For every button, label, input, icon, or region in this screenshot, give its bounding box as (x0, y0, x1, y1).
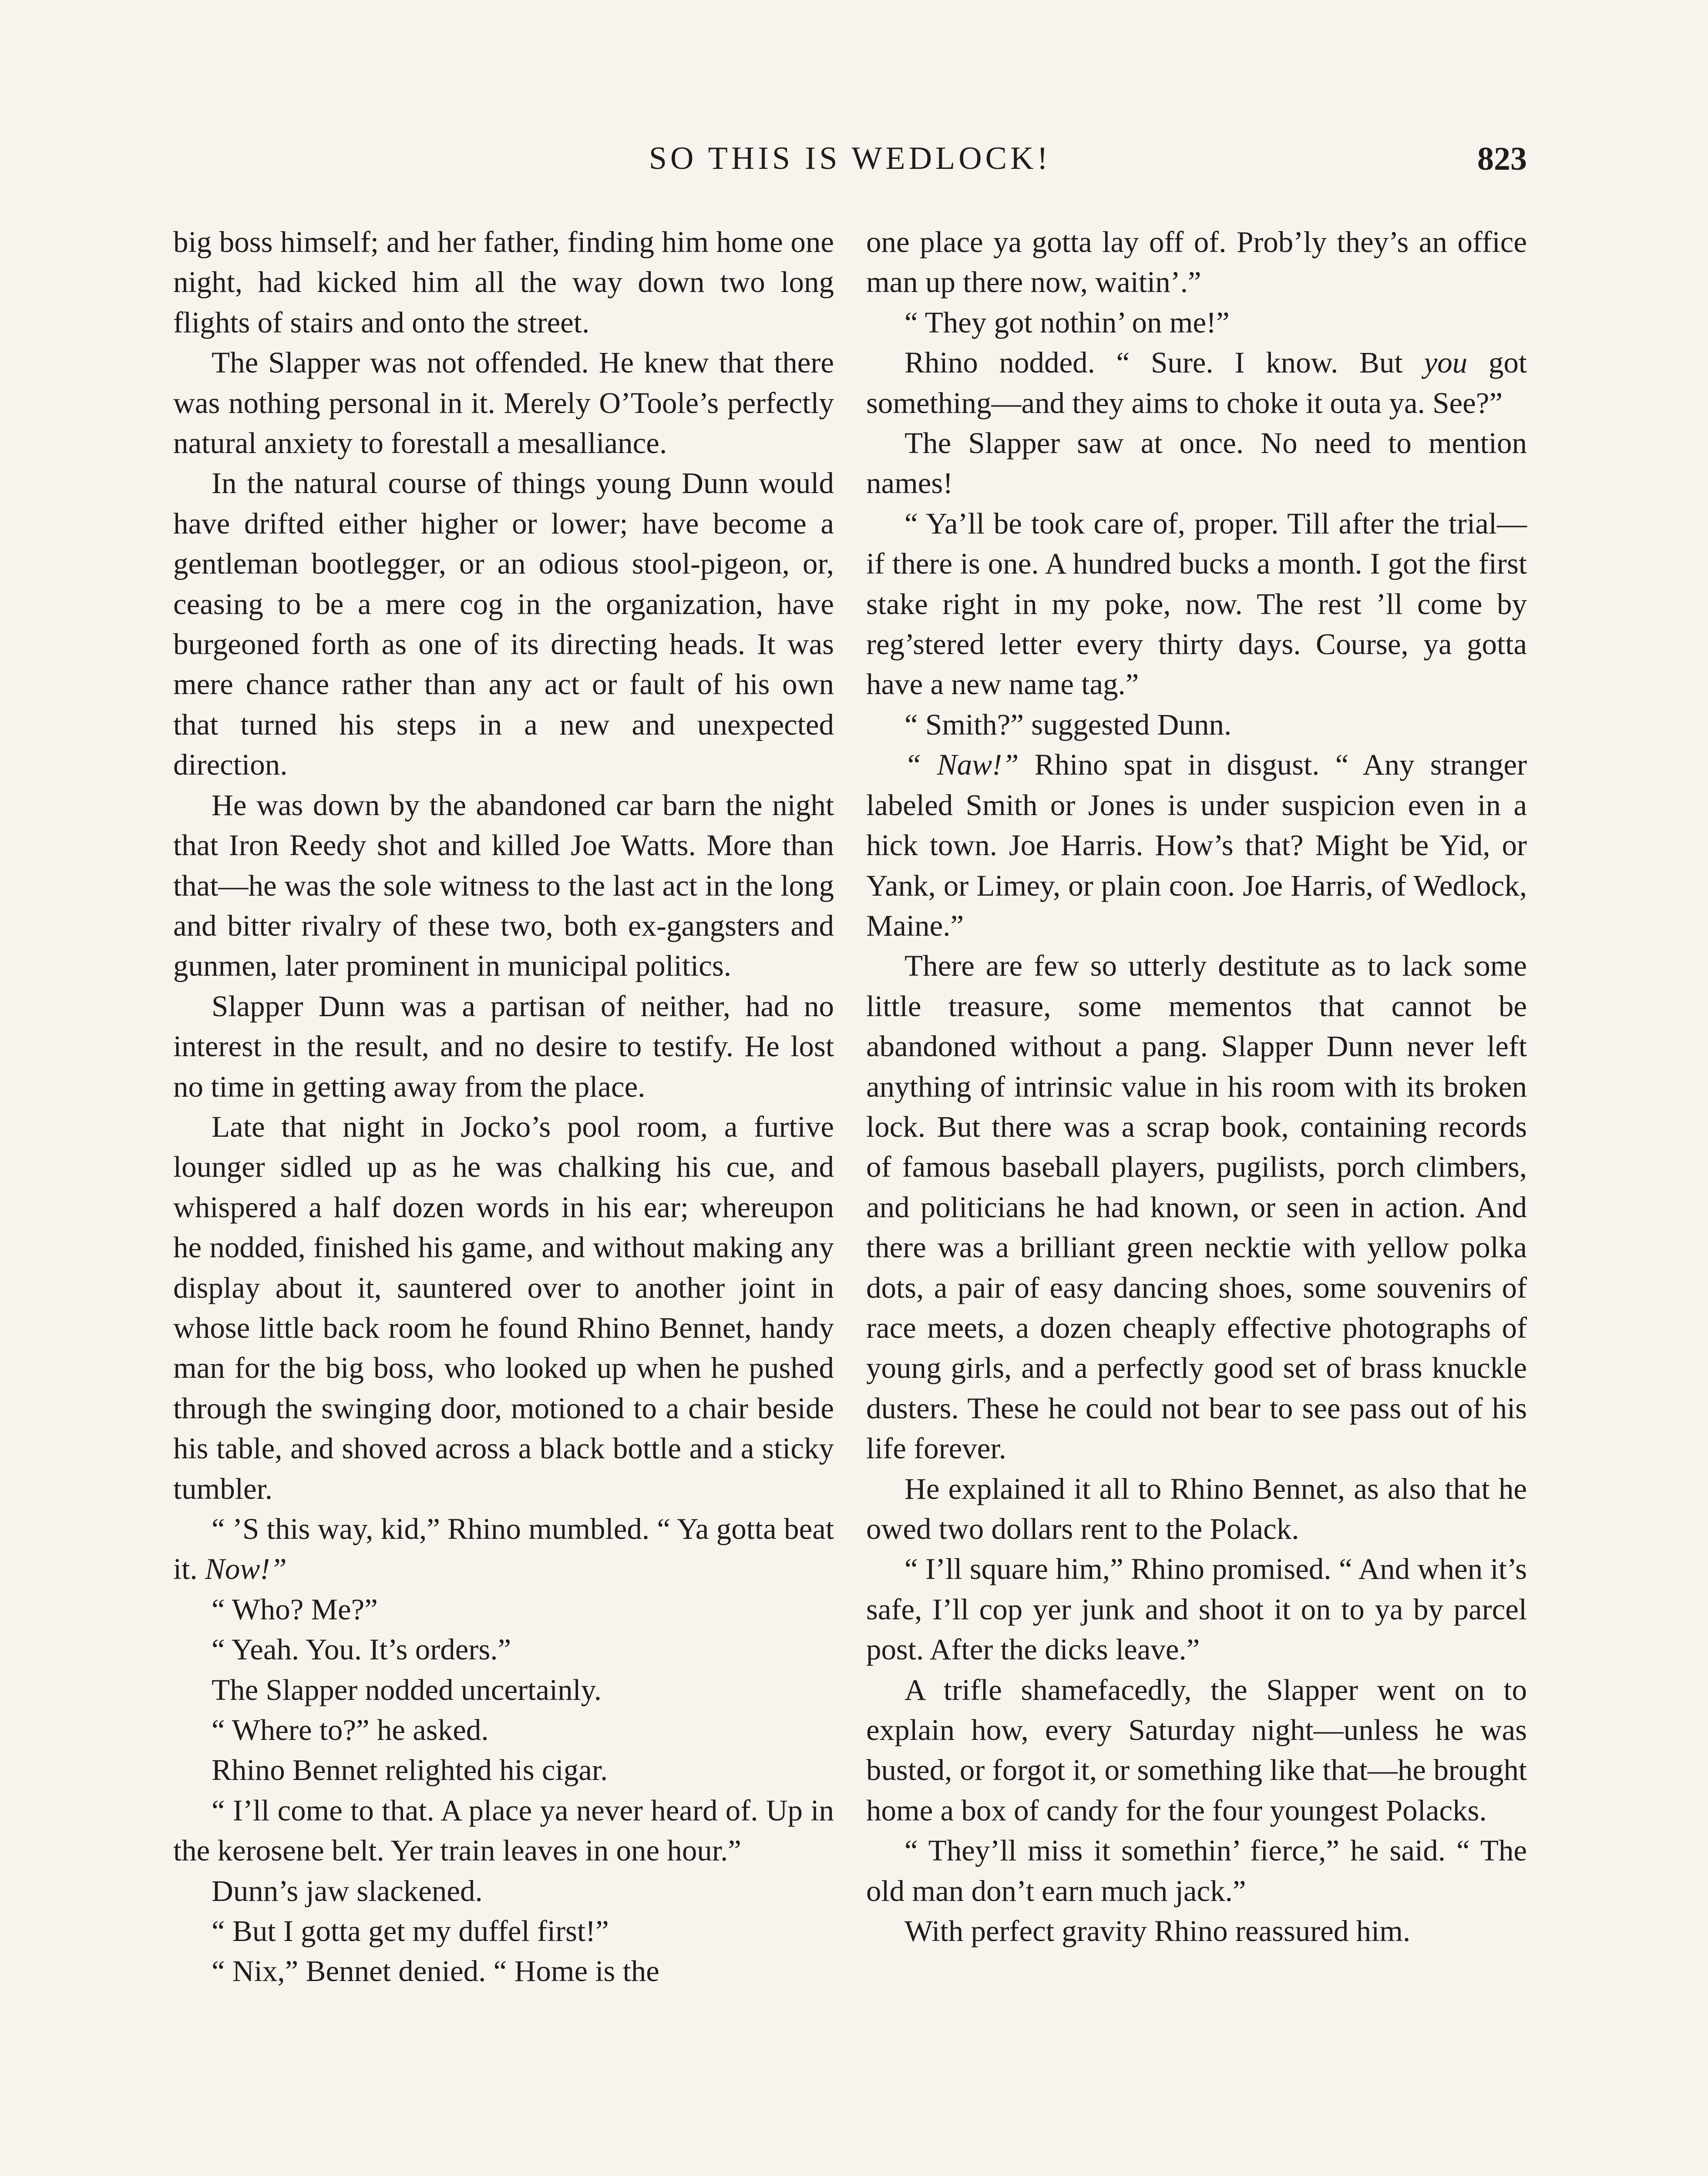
paragraph: The Slapper saw at once. No need to mention names! (866, 426, 1527, 500)
paragraph: “ They got nothin’ on me!” (904, 306, 1230, 339)
paragraph: “ Smith?” suggested Dunn. (904, 708, 1232, 741)
paragraph: The Slapper was not offended. He knew that there was nothing personal in it. Merely O’Toole’s perfectly natural anxiety to forestall a mesalliance. (173, 346, 834, 460)
emphasis-text: you (1424, 346, 1468, 379)
paragraph: The Slapper nodded uncertainly. (212, 1673, 602, 1706)
paragraph: “ But I gotta get my duffel first!” (212, 1914, 609, 1948)
dialogue-text: Rhino nodded. “ Sure. I know. But (904, 346, 1403, 379)
running-head (173, 140, 1527, 188)
paragraph (173, 1509, 834, 1589)
paragraph: “ They’ll miss it somethin’ fierce,” he said. “ The old man don’t earn much jack.” (866, 1834, 1527, 1907)
paragraph: “ Ya’ll be took care of, proper. Till after the trial—if there is one. A hundred bucks a month. I got the first stake right in my poke, now. The rest ’ll come by reg’stered letter every thirty days. Course, ya gotta have a new name tag.” (866, 507, 1527, 701)
paragraph: He explained it all to Rhino Bennet, as also that he owed two dollars rent to the Polack. (866, 1472, 1527, 1545)
paragraph: “ Nix,” Bennet denied. “ Home is the (212, 1954, 659, 1988)
paragraph: A trifle shamefacedly, the Slapper went on to explain how, every Saturday night—unless he was busted, or forgot it, or something like that—he brought home a box of candy for the four youngest Polacks. (866, 1673, 1527, 1827)
emphasis-text: Now!” (205, 1552, 287, 1586)
paragraph: “ Who? Me?” (212, 1592, 378, 1626)
paragraph: Rhino Bennet relighted his cigar. (212, 1753, 608, 1787)
paragraph: “ I’ll come to that. A place ya never heard of. Up in the kerosene belt. Yer train leaves in one hour.” (173, 1793, 834, 1867)
paragraph: “ Yeah. You. It’s orders.” (212, 1633, 511, 1666)
paragraph: He was down by the abandoned car barn the night that Iron Reedy shot and killed Joe Watts. More than that—he was the sole witness to the last act in the long and bitter rivalry of these two, both ex-gangsters and gunmen, later prominent in municipal politics. (173, 788, 834, 983)
paragraph: There are few so utterly destitute as to lack some little treasure, some mementos that cannot be abandoned without a pang. Slapper Dunn never left anything of intrinsic value in his room with its broken lock. But there was a scrap book, containing records of famous baseball players, pugilists, porch climbers, and politicians he had known, or seen in action. And there was a brilliant green necktie with yellow polka dots, a pair of easy dancing shoes, some souvenirs of race meets, a dozen cheaply effective photographs of young girls, and a perfectly good set of brass knuckle dusters. These he could not bear to see pass out of his life forever. (866, 949, 1527, 1465)
paragraph (866, 343, 1527, 423)
paragraph: Slapper Dunn was a partisan of neither, had no interest in the result, and no desire to testify. He lost no time in getting away from the place. (173, 989, 834, 1103)
paragraph (866, 745, 1527, 946)
paragraph: one place ya gotta lay off of. Prob’ly they’s an office man up there now, waitin’.” (866, 225, 1527, 299)
left-column (173, 222, 834, 1991)
paragraph: With perfect gravity Rhino reassured him. (904, 1914, 1411, 1948)
paragraph: big boss himself; and her father, finding him home one night, had kicked him all the way down two long flights of stairs and onto the street. (173, 225, 834, 339)
page-number: 823 (1477, 141, 1527, 177)
paragraph: Late that night in Jocko’s pool room, a furtive lounger sidled up as he was chalking his cue, and whispered a half dozen words in his ear; whereupon he nodded, finished his game, and without making any display about it, sauntered over to another joint in whose little back room he found Rhino Bennet, handy man for the big boss, who looked up when he pushed through the swinging door, motioned to a chair beside his table, and shoved across a black bottle and a sticky tumbler. (173, 1110, 834, 1505)
emphasis-text: “ Naw!” (904, 748, 1019, 782)
running-title: SO THIS IS WEDLOCK! (649, 141, 1052, 176)
paragraph: “ Where to?” he asked. (212, 1713, 489, 1747)
paragraph: “ I’ll square him,” Rhino promised. “ And when it’s safe, I’ll cop yer junk and shoot it on to ya by parcel post. After the dicks leave.” (866, 1552, 1527, 1666)
right-column (866, 222, 1527, 1951)
paragraph: In the natural course of things young Dunn would have drifted either higher or lower; have become a gentleman bootlegger, or an odious stool-pigeon, or, ceasing to be a mere cog in the organization, have burgeoned forth as one of its directing heads. It was mere chance rather than any act or fault of his own that turned his steps in a new and unexpected direction. (173, 467, 834, 782)
dialogue-text: got something—and they aims to choke it outa ya. See?” (866, 346, 1527, 420)
dialogue-text: Rhino spat in disgust. “ Any stranger labeled Smith or Jones is under suspicion even in a hick town. Joe Harris. How’s that? Might be Yid, or Yank, or Limey, or plain coon. Joe Harris, of Wedlock, Maine.” (866, 748, 1527, 942)
paragraph: Dunn’s jaw slackened. (212, 1874, 483, 1907)
dialogue-text: “ ’S this way, kid,” Rhino mumbled. “ Ya gotta beat it. (173, 1512, 834, 1586)
